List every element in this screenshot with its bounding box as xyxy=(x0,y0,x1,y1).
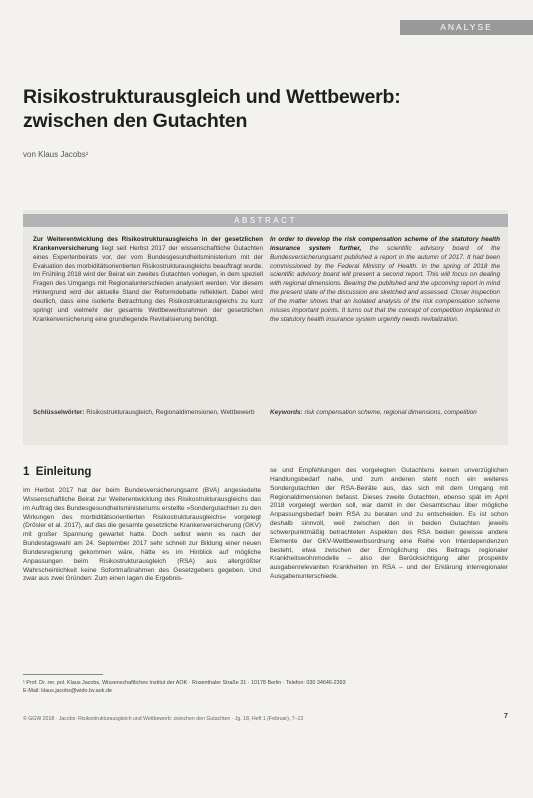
title-line-2: zwischen den Gutachten xyxy=(23,110,248,132)
footnote-rule xyxy=(23,674,103,675)
article-title xyxy=(23,85,503,133)
abstract-english-lead: In order to develop the risk compensation scheme of the statutory health insurance system further, xyxy=(270,236,500,252)
section-tag: ANALYSE xyxy=(400,20,533,35)
section-number: 1 xyxy=(23,466,30,478)
footnote-line-1: ¹ Prof. Dr. rer. pol. Klaus Jacobs, Wissenschaftliches Institut der AOK · Rosenthaler Straße 31 · 10178 Berlin · Telefon: 030 34646-2393 xyxy=(23,680,346,686)
author-line: von Klaus Jacobs¹ xyxy=(23,150,89,159)
page-number: 7 xyxy=(504,713,508,720)
abstract-english-text: the scientific advisory board of the Bundesversicherungsamt published a report in the autumn of 2017. It had been commissioned by the Federal Ministry of Health. In the spring of 2018 the scientific advisory board will present a second report. This will focus on dealing with regional dimensions. Bearing the published and the upcoming report in mind the present state of the discussion are sketched and assessed. Closer inspection of the matter shows that an isolated analysis of the risk compensation scheme misses important points. It turns out that the concept of competition implanted in the statutory health insurance system urgently needs revitalization. xyxy=(270,244,500,323)
footnote-line-2: E-Mail: klaus.jacobs@wido.bv.aok.de xyxy=(23,688,112,694)
keywords-english-list: risk compensation scheme, regional dimensions, competition xyxy=(304,409,477,416)
section-title: Einleitung xyxy=(35,466,92,478)
footnote xyxy=(23,679,503,695)
keywords-english-label: Keywords: xyxy=(270,409,303,416)
abstract-german-lead: Zur Weiterentwicklung des Risikostrukturausgleichs in der gesetzlichen Krankenversicherung xyxy=(33,236,263,252)
abstract-english xyxy=(270,236,500,324)
abstract-german-text: liegt seit Herbst 2017 der wissenschaftliche Gutachten eines Expertenbeirats vor, der vom Bundesgesundheitsministerium mit der Evaluation des morbiditätsorientierten Risikostrukturausgleichs beauftragt wurde. Im Frühling 2018 wird der Beirat ein zweites Gutachten vorlegen, in dem speziell Fragen des Umgangs mit Regionalunterschieden analysiert werden. Vor diesem Hintergrund wird der aktuelle Stand der Reformdebatte reflektiert. Dabei wird deutlich, dass eine isolierte Betrachtung des Risikostrukturausgleichs zu kurz springt und vielmehr der gesamte Wettbewerbsrahmen der gesetzlichen Krankenversicherung eine grundlegende Revitalisierung benötigt. xyxy=(33,244,264,323)
keywords-german-label: Schlüsselwörter: xyxy=(33,409,85,416)
title-line-1: Risikostrukturausgleich und Wettbewerb: xyxy=(23,86,401,108)
section-heading xyxy=(23,466,91,478)
body-column-2: se und Empfehlungen des vorgelegten Gutachtens keinen unverzüglichen Handlungsbedarf nahe, und zum anderen steht noch ein weiteres Sondergutachten der RSA-Beiräte aus, das sich mit dem Umgang mit Regionaldimensionen befasst. Dieses zweite Gutachten, ebenso spät im April 2018 vorgelegt werden soll, war damit in der Gesamtschau über mögliche Anpassungsbedarf beim RSA zu beraten und zu entscheiden. Es ist schon deshalb sinnvoll, weil zwischen den in beiden Gutachten jeweils schwerpunktmäßig betrachteten Aspekten des RSA beiden gewisse andere Elemente der GKV-Wettbewerbsordnung eine Reihe von Interdependenzen besteht, etwa zwischen der Ermöglichung des Beitrags regionaler Krankheitswohnmodelle – also der Berücksichtigung aller prospektiv ausgabenrelevanten Krankheiten im RSA – und der Erklärung interregionaler Ausgabenunterschiede. xyxy=(270,467,508,581)
keywords-german xyxy=(33,409,263,418)
keywords-english xyxy=(270,409,500,418)
footer-citation: © GGW 2018 · Jacobs: Risikostrukturausgleich und Wettbewerb: zwischen den Gutachten · Jg. 18, Heft 1 (Februar), 7–13 xyxy=(23,716,304,722)
keywords-german-list: Risikostrukturausgleich, Regionaldimensionen, Wettbewerb xyxy=(86,409,255,416)
abstract-german xyxy=(33,236,263,324)
body-column-1: Im Herbst 2017 hat der beim Bundesversicherungsamt (BVA) angesiedelte Wissenschaftliche Beirat zur Weiterentwicklung des Risikostrukturausgleichs das im Auftrag des Bundesgesundheitsministeriums erstellte »Sondergutachten zu den Wirkungen des morbiditätsorientierten Risikostrukturausgleichs« vorgelegt (Drösler et al. 2017), auf das die gesamte gesetzliche Krankenversicherung (GKV) mit großer Spannung gewartet hatte. Doch selbst wenn es nach der Bundestagswahl am 24. September 2017 sehr schnell zur Bildung einer neuen Bundesregierung gekommen wäre, hätte es im Hinblick auf mögliche Anpassungen beim Risikostrukturausgleich (RSA) aus allergrößter Wahrscheinlichkeit keine Sofortmaßnahmen des Gesetzgebers gegeben. Und zwar aus zwei Gründen: Zum einen lagen die Ergebnis- xyxy=(23,487,261,583)
abstract-header: ABSTRACT xyxy=(23,214,508,227)
